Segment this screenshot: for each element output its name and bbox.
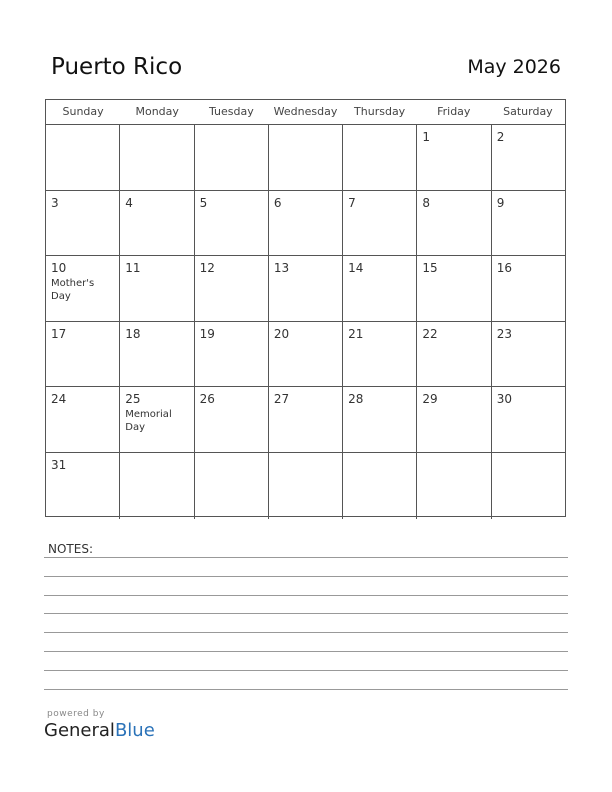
day-number: 28 [348,392,364,407]
calendar-title: Puerto Rico [51,54,183,80]
day-number: 21 [348,326,364,341]
day-cell [120,387,194,452]
day-cell [269,322,343,387]
day-number: 10 [51,261,67,276]
day-number: 14 [348,261,364,276]
day-number: 5 [199,195,208,210]
day-number: 30 [496,392,512,407]
weekday-wednesday: Wednesday [273,105,338,118]
day-cell [417,256,491,321]
brand-blue: Blue [114,720,155,741]
weekday-saturday: Saturday [503,105,553,118]
day-number: 16 [496,261,512,276]
day-cell [492,387,565,452]
day-number: 4 [125,195,133,210]
day-number: 24 [51,392,67,407]
notes-line [44,632,568,633]
day-number: 22 [422,326,438,341]
calendar-week-row [46,256,565,322]
calendar-week-row [46,125,565,191]
calendar-week-row [46,453,565,519]
day-number: 18 [125,326,141,341]
day-cell [417,387,491,452]
day-cell [417,453,491,519]
day-number: 12 [199,261,215,276]
day-cell [46,387,120,452]
day-cell [195,191,269,256]
calendar-week-row [46,322,565,388]
holiday-label: Memorial Day [125,409,172,434]
day-cell [46,322,120,387]
calendar-week-row [46,387,565,453]
day-cell [492,125,565,190]
calendar-weeks [46,125,565,519]
day-cell [343,256,417,321]
day-cell [195,387,269,452]
notes-line [44,689,568,690]
day-cell [269,256,343,321]
day-number: 1 [422,130,431,144]
day-cell [343,322,417,387]
day-cell [120,256,194,321]
day-number: 19 [199,326,215,341]
notes-line [44,651,568,652]
day-number: 13 [273,261,290,276]
day-cell [492,256,565,321]
day-cell [492,322,565,387]
weekday-header [46,100,565,125]
day-cell [492,453,565,519]
day-cell [269,125,343,190]
day-cell [195,322,269,387]
day-cell [343,387,417,452]
notes-line [44,595,568,596]
calendar-month: May 2026 [467,56,561,78]
day-number: 2 [496,130,505,144]
calendar-grid [45,99,566,517]
day-number: 8 [422,195,431,210]
day-number: 26 [199,392,215,407]
day-number: 3 [51,195,59,210]
day-number: 11 [125,261,141,276]
day-cell [46,125,120,190]
day-cell [343,453,417,519]
day-cell [195,453,269,519]
day-number: 29 [422,392,438,407]
day-cell [46,453,120,519]
day-cell [417,125,491,190]
day-cell [195,256,269,321]
day-cell [120,453,194,519]
brand-logo [44,720,155,741]
day-cell [269,191,343,256]
day-cell [269,387,343,452]
notes-line [44,613,568,614]
day-cell [417,322,491,387]
day-number: 9 [496,195,505,210]
day-number: 17 [51,326,67,341]
day-cell [492,191,565,256]
day-number: 31 [51,457,67,472]
day-cell [343,125,417,190]
day-cell [120,125,194,190]
day-cell [120,191,194,256]
notes-line [44,557,568,558]
calendar-week-row [46,191,565,257]
day-number: 7 [348,195,356,210]
notes-label: NOTES: [48,542,93,556]
holiday-label: Mother's Day [51,278,95,303]
day-number: 15 [422,261,438,276]
notes-line [44,576,568,577]
day-number: 6 [273,195,282,210]
day-cell [343,191,417,256]
day-number: 27 [273,392,290,407]
powered-by-text: powered by [47,709,105,719]
day-cell [269,453,343,519]
day-cell [195,125,269,190]
brand-general: General [44,720,115,741]
day-number: 25 [125,392,141,407]
day-cell [46,191,120,256]
weekday-sunday: Sunday [62,105,104,118]
weekday-friday: Friday [437,105,471,118]
day-number: 20 [273,326,290,341]
day-cell [417,191,491,256]
day-cell [120,322,194,387]
notes-line [44,670,568,671]
day-cell [46,256,120,321]
weekday-tuesday: Tuesday [208,105,254,118]
weekday-thursday: Thursday [354,105,406,118]
weekday-monday: Monday [135,105,179,118]
day-number: 23 [496,326,512,341]
